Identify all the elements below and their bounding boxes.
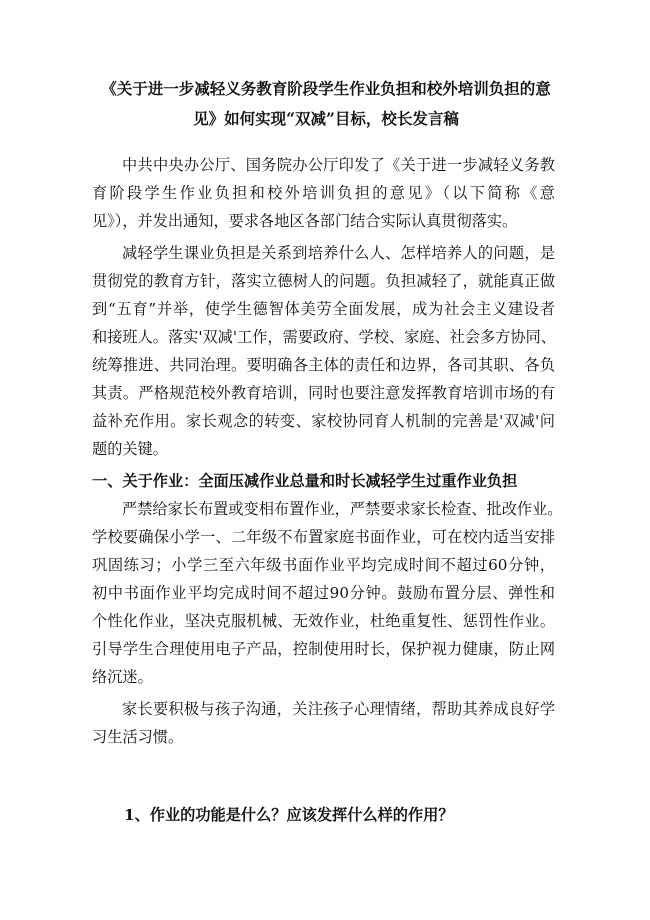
paragraph-parents [92, 695, 555, 751]
question-heading: 1、作业的功能是什么？应该发挥什么样的作用？ [124, 806, 454, 824]
text-line: 初中书面作业平均完成时间不超过90分钟。鼓励布置分层、弹性和 [92, 584, 555, 602]
title-line: 见》如何实现“双减”目标，校长发言稿 [193, 109, 459, 128]
text-line: 到“五育”并举，使学生德智体美劳全面发展，成为社会主义建设者 [92, 300, 555, 318]
text-line: 个性化作业，坚决克服机械、无效作业，杜绝重复性、惩罚性作业。 [92, 612, 555, 630]
text-line: 其责。严格规范校外教育培训，同时也要注意发挥教育培训市场的有 [92, 384, 555, 402]
document-body [92, 151, 563, 755]
text-line: 题的关键。 [92, 440, 168, 458]
text-line: 减轻学生课业负担是关系到培养什么人、怎样培养人的问题，是 [122, 244, 555, 262]
text-line: 家长要积极与孩子沟通，关注孩子心理情绪，帮助其养成良好学 [122, 700, 555, 718]
text-line: 益补充作用。家长观念的转变、家校协同育人机制的完善是'双减'问 [92, 412, 555, 430]
text-line: 统筹推进、共同治理。要明确各主体的责任和边界，各司其职、各负 [92, 356, 555, 374]
text-line: 见》），并发出通知，要求各地区各部门结合实际认真贯彻落实。 [92, 212, 518, 230]
paragraph-burden [92, 239, 555, 463]
text-line: 严禁给家长布置或变相布置作业，严禁要求家长检查、批改作业。 [122, 500, 563, 518]
text-line: 巩固练习；小学三至六年级书面作业平均完成时间不超过60分钟， [92, 556, 555, 574]
document-title [96, 74, 556, 134]
section-heading: 一、关于作业：全面压减作业总量和时长减轻学生过重作业负担 [92, 472, 518, 490]
paragraph-homework [92, 495, 563, 691]
text-line: 和接班人。落实'双减'工作，需要政府、学校、家庭、社会多方协同、 [92, 328, 556, 346]
text-line: 学校要确保小学一、二年级不布置家庭书面作业，可在校内适当安排 [92, 528, 555, 546]
text-line: 育阶段学生作业负担和校外培训负担的意见》（以下简称《意 [92, 184, 555, 202]
text-line: 引导学生合理使用电子产品，控制使用时长，保护视力健康，防止网 [92, 640, 555, 658]
text-line: 中共中央办公厅、国务院办公厅印发了《关于进一步减轻义务教 [122, 156, 555, 174]
text-line: 习生活习惯。 [92, 728, 184, 746]
text-line: 贯彻党的教育方针，落实立德树人的问题。负担减轻了，就能真正做 [92, 272, 555, 290]
title-line: 《关于进一步减轻义务教育阶段学生作业负担和校外培训负担的意 [101, 79, 551, 98]
text-line: 络沉迷。 [92, 668, 153, 686]
paragraph-intro [92, 151, 555, 235]
